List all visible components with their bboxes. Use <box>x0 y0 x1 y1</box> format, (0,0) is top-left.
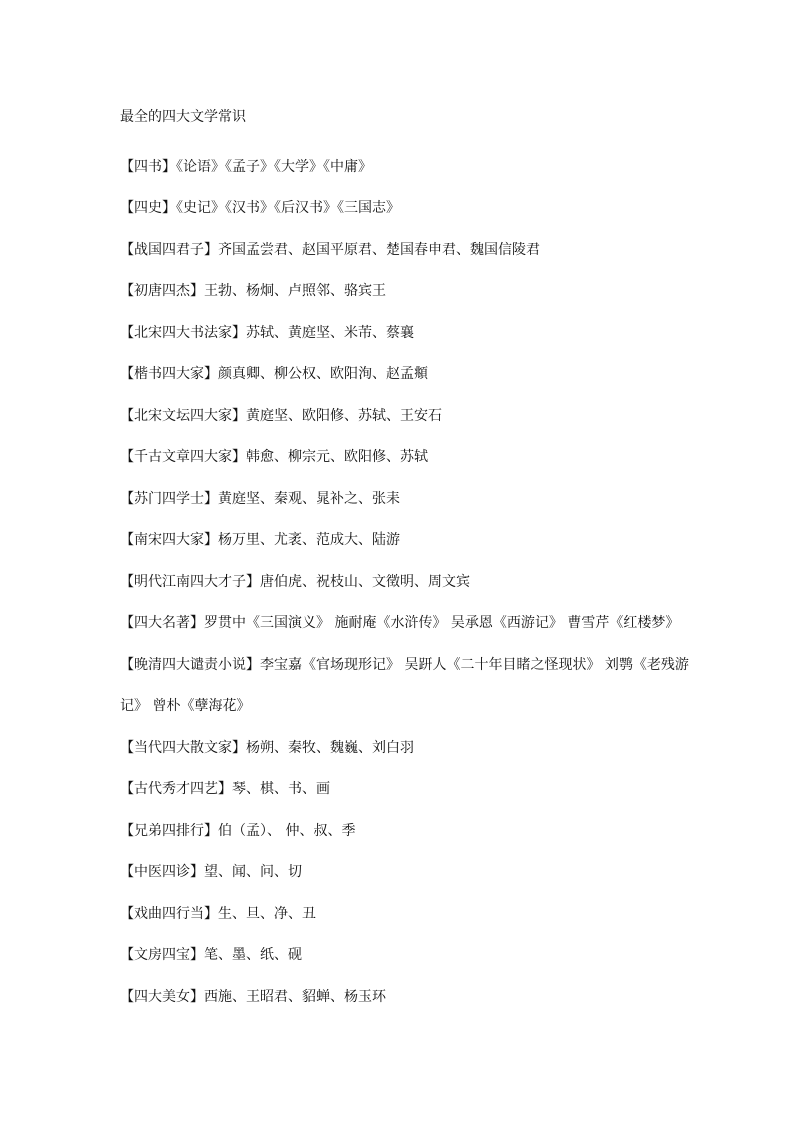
entry-label: 【古代秀才四艺】 <box>120 781 232 797</box>
entry-sida-mingzhu <box>120 603 710 645</box>
document-title: 最全的四大文学常识 <box>120 109 246 125</box>
entry-text: 琴、棋、书、画 <box>232 781 330 797</box>
entry-text: 西施、王昭君、貂蝉、杨玉环 <box>204 988 386 1005</box>
entry-kaishu-sidajia <box>120 354 710 396</box>
entry-label: 【明代江南四大才子】 <box>120 573 260 590</box>
entry-text: 唐伯虎、祝枝山、文徵明、周文宾 <box>260 573 470 590</box>
entry-zhongyi-sizhen <box>120 852 710 894</box>
entry-beisong-shufajia <box>120 313 710 355</box>
entry-qiangu-wenzhang <box>120 437 710 479</box>
entry-label: 【文房四宝】 <box>120 947 204 963</box>
entry-label: 【苏门四学士】 <box>120 490 218 507</box>
entry-text: 颜真卿、柳公权、欧阳洵、赵孟頫 <box>218 366 428 382</box>
entry-wanqing-qianze <box>120 645 710 728</box>
entry-text: 《论语》《孟子》《大学》《中庸》 <box>176 158 372 175</box>
entry-chutang-sijie <box>120 271 710 313</box>
entry-list <box>120 147 710 1019</box>
entry-text: 《史记》《汉书》《后汉书》《三国志》 <box>176 200 400 216</box>
entry-text: 望、闻、问、切 <box>204 864 302 880</box>
entry-text: 杨万里、尤袤、范成大、陆游 <box>218 532 400 548</box>
entry-mingdai-caizi <box>120 562 710 604</box>
entry-text: 韩愈、柳宗元、欧阳修、苏轼 <box>246 449 428 465</box>
entry-label: 【中医四诊】 <box>120 864 204 880</box>
entry-text: 伯（孟）、 仲、叔、季 <box>218 822 356 839</box>
entry-zhanguo-sijunzi <box>120 230 710 272</box>
entry-text: 李宝嘉《官场现形记》 吴趼人《二十年目睹之怪现状》 刘鹗《老残游记》 曾朴《孽海花》 <box>120 656 689 714</box>
entry-text: 罗贯中《三国演义》 施耐庵《水浒传》 吴承恩《西游记》 曹雪芹《红楼梦》 <box>204 615 680 631</box>
entry-text: 笔、墨、纸、砚 <box>204 947 302 963</box>
entry-sishi <box>120 188 710 230</box>
entry-label: 【初唐四杰】 <box>120 283 204 299</box>
entry-xiongdi-paihang <box>120 811 710 853</box>
entry-xiucai-siyi <box>120 769 710 811</box>
entry-text: 苏轼、黄庭坚、米芾、蔡襄 <box>246 324 414 341</box>
entry-xiqu-hangdang <box>120 894 710 936</box>
entry-beisong-wentan <box>120 396 710 438</box>
entry-text: 杨朔、秦牧、魏巍、刘白羽 <box>246 739 414 756</box>
entry-label: 【楷书四大家】 <box>120 366 218 382</box>
entry-text: 黄庭坚、欧阳修、苏轼、王安石 <box>246 407 442 424</box>
entry-label: 【戏曲四行当】 <box>120 905 218 922</box>
document-body <box>120 105 710 1018</box>
entry-label: 【北宋四大书法家】 <box>120 324 246 341</box>
entry-sishu <box>120 147 710 189</box>
entry-label: 【兄弟四排行】 <box>120 822 218 839</box>
entry-label: 【南宋四大家】 <box>120 532 218 548</box>
entry-label: 【四史】 <box>120 200 176 216</box>
entry-label: 【战国四君子】 <box>120 241 218 258</box>
entry-text: 王勃、杨炯、卢照邻、骆宾王 <box>204 283 386 299</box>
entry-label: 【四书】 <box>120 158 176 175</box>
entry-label: 【当代四大散文家】 <box>120 739 246 756</box>
entry-label: 【北宋文坛四大家】 <box>120 407 246 424</box>
entry-text: 黄庭坚、秦观、晁补之、张耒 <box>218 490 400 507</box>
entry-sida-meinv <box>120 977 710 1019</box>
entry-dangdai-sanwen <box>120 728 710 770</box>
entry-text: 生、旦、净、丑 <box>218 905 316 922</box>
entry-sumen-sixueshi <box>120 479 710 521</box>
entry-label: 【四大美女】 <box>120 988 204 1005</box>
entry-text: 齐国孟尝君、赵国平原君、楚国春申君、魏国信陵君 <box>218 241 540 258</box>
entry-nansong-sidajia <box>120 520 710 562</box>
entry-label: 【千古文章四大家】 <box>120 449 246 465</box>
entry-label: 【晚清四大谴责小说】 <box>120 656 260 673</box>
entry-label: 【四大名著】 <box>120 615 204 631</box>
entry-wenfang-sibao <box>120 935 710 977</box>
